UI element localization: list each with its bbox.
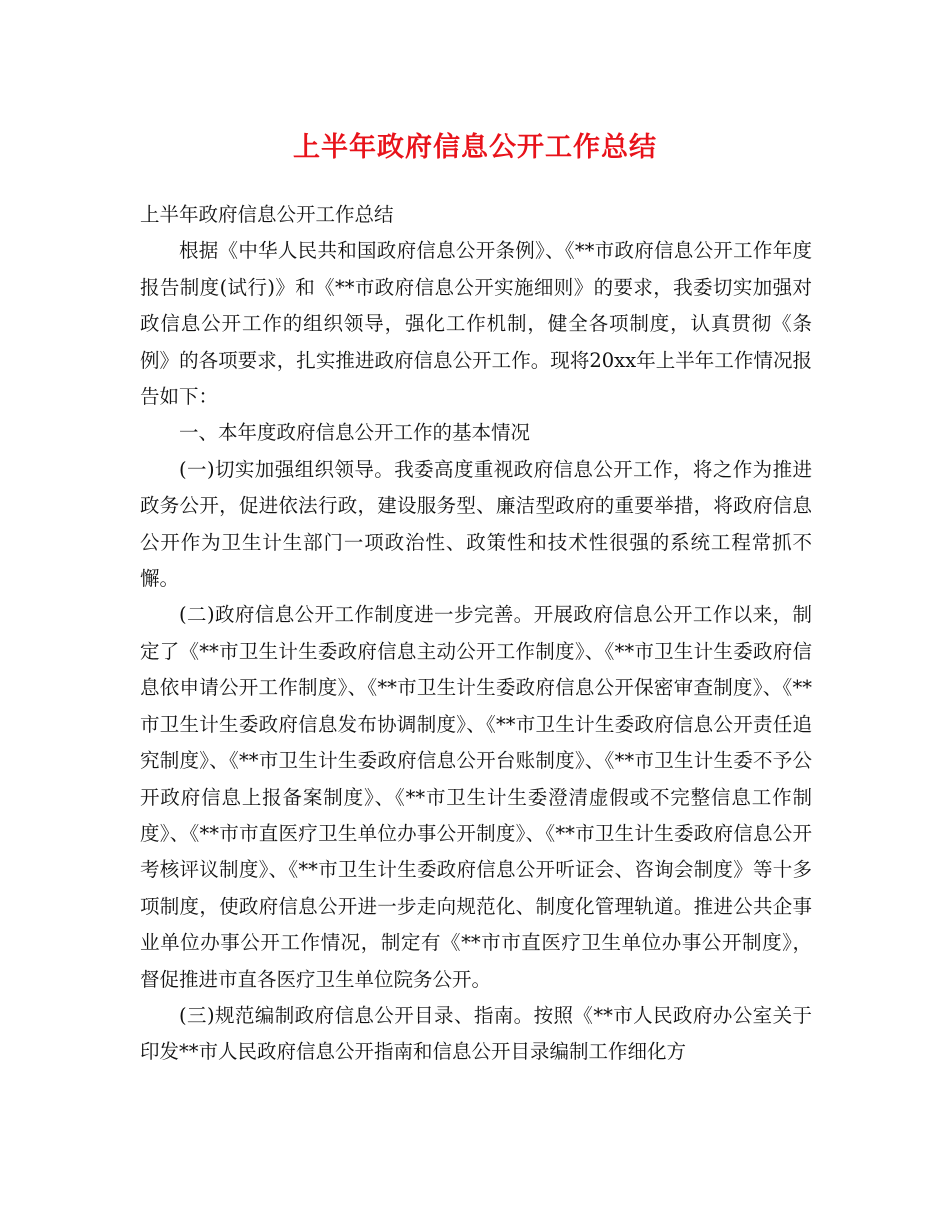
document-title: 上半年政府信息公开工作总结 — [293, 132, 657, 163]
paragraph-intro: 根据《中华人民共和国政府信息公开条例》、《**市政府信息公开工作年度报告制度(试行)》和《**市政府信息公开实施细则》的要求，我委切实加强对政信息公开工作的组织领导，强化工作机制，健全各项制度，认真贯彻《条例》的各项要求，扎实推进政府信息公开工作。现将20xx年上半年工作情况报告如下： — [140, 239, 812, 409]
section-heading-basic-situation: 一、本年度政府信息公开工作的基本情况 — [179, 421, 531, 445]
paragraph-system-improvement: (二)政府信息公开工作制度进一步完善。开展政府信息公开工作以来，制定了《**市卫生计生委政府信息主动公开工作制度》、《**市卫生计生委政府信息依申请公开工作制度》、《**市卫生计生委政府信息公开保密审查制度》、《**市卫生计生委政府信息发布协调制度》、《**市卫生计生委政府信息公开责任追究制度》、《**市卫生计生委政府信息公开台账制度》、《**市卫生计生委不予公开政府信息上报备案制度》、《**市卫生计生委澄清虚假或不完整信息工作制度》、《**市市直医疗卫生单位办事公开制度》、《**市卫生计生委政府信息公开考核评议制度》、《**市卫生计生委政府信息公开听证会、咨询会制度》等十多项制度，使政府信息公开进一步走向规范化、制度化管理轨道。推进公共企事业单位办事公开工作情况，制定有《**市市直医疗卫生单位办事公开制度》，督促推进市直各医疗卫生单位院务公开。 — [140, 603, 812, 991]
paragraph-organization-leadership: (一)切实加强组织领导。我委高度重视政府信息公开工作，将之作为推进政务公开，促进依法行政，建设服务型、廉洁型政府的重要举措，将政府信息公开作为卫生计生部门一项政治性、政策性和技术性很强的系统工程常抓不懈。 — [140, 457, 812, 591]
document-subtitle: 上半年政府信息公开工作总结 — [140, 203, 394, 226]
document-body — [140, 197, 812, 1071]
paragraph-catalog-guide: (三)规范编制政府信息公开目录、指南。按照《**市人民政府办公室关于印发**市人民政府信息公开指南和信息公开目录编制工作细化方 — [140, 1003, 812, 1064]
